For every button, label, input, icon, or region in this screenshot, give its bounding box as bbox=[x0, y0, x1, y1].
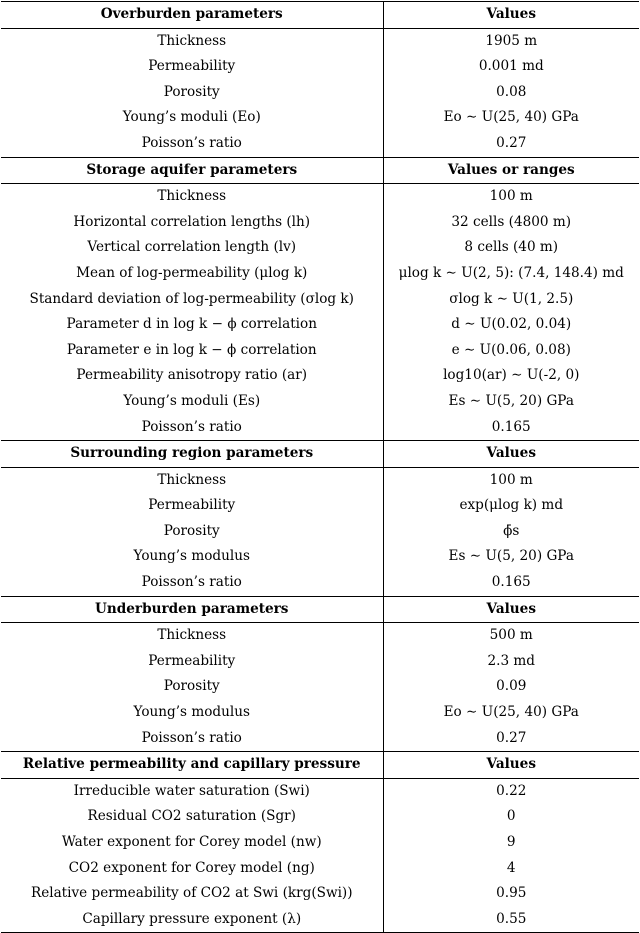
parameter-value: 100 m bbox=[489, 188, 533, 205]
parameter-value: 0.27 bbox=[496, 134, 527, 151]
parameter-name: Water exponent for Corey model (nw) bbox=[1, 830, 383, 856]
table-row bbox=[1, 80, 639, 106]
parameter-value: 2.3 md bbox=[487, 652, 536, 669]
parameter-name: Porosity bbox=[1, 519, 383, 545]
section-values-heading: Values bbox=[383, 596, 639, 623]
table-row bbox=[1, 261, 639, 287]
parameter-name: Poisson’s ratio bbox=[1, 570, 383, 596]
parameter-value: e ∼ U(0.06, 0.08) bbox=[451, 341, 571, 358]
parameter-value: 0.165 bbox=[491, 418, 531, 435]
parameter-value: 100 m bbox=[489, 471, 533, 488]
table-row bbox=[1, 856, 639, 882]
parameter-name: Poisson’s ratio bbox=[1, 726, 383, 752]
parameter-value: σlog k ∼ U(1, 2.5) bbox=[449, 290, 574, 307]
table-row bbox=[1, 415, 639, 441]
parameter-value: 0.22 bbox=[496, 782, 527, 799]
section-header-row bbox=[1, 596, 639, 623]
table-row bbox=[1, 235, 639, 261]
parameter-value: 32 cells (4800 m) bbox=[451, 213, 572, 230]
parameter-name: Vertical correlation length (lv) bbox=[1, 235, 383, 261]
table-row bbox=[1, 54, 639, 80]
table-row bbox=[1, 623, 639, 649]
parameter-name: Young’s modulus bbox=[1, 544, 383, 570]
parameter-name: Mean of log-permeability (μlog k) bbox=[1, 261, 383, 287]
parameter-value: 500 m bbox=[489, 627, 533, 644]
parameter-name: Standard deviation of log-permeability (σlog k) bbox=[1, 287, 383, 313]
table-row bbox=[1, 287, 639, 313]
parameter-name: Poisson’s ratio bbox=[1, 131, 383, 157]
section-values-heading: Values bbox=[383, 752, 639, 779]
parameter-table-body bbox=[1, 2, 639, 933]
parameter-name: Young’s moduli (Es) bbox=[1, 389, 383, 415]
parameter-value: ϕ̄s bbox=[503, 522, 520, 539]
parameter-value: 0.55 bbox=[383, 907, 639, 933]
table-row bbox=[1, 700, 639, 726]
parameter-value: 1905 m bbox=[485, 32, 538, 49]
section-title: Surrounding region parameters bbox=[1, 441, 383, 468]
parameter-value: 4 bbox=[506, 859, 516, 876]
parameter-name: Poisson’s ratio bbox=[1, 415, 383, 441]
table-row bbox=[1, 570, 639, 596]
parameter-value: d ∼ U(0.02, 0.04) bbox=[451, 316, 572, 333]
parameter-name: Parameter d in log k − ϕ correlation bbox=[1, 312, 383, 338]
parameter-name: CO2 exponent for Corey model (ng) bbox=[1, 856, 383, 882]
parameter-name: Permeability bbox=[1, 493, 383, 519]
parameter-name: Permeability bbox=[1, 54, 383, 80]
section-values-heading: Values bbox=[383, 2, 639, 29]
section-header-row bbox=[1, 441, 639, 468]
table-row bbox=[1, 389, 639, 415]
parameter-name: Permeability anisotropy ratio (ar) bbox=[1, 363, 383, 389]
section-title: Overburden parameters bbox=[1, 2, 383, 29]
table-row bbox=[1, 726, 639, 752]
parameter-value: Eo ∼ U(25, 40) GPa bbox=[443, 109, 579, 126]
parameter-value: 0 bbox=[506, 808, 516, 825]
table-row bbox=[1, 804, 639, 830]
section-header-row bbox=[1, 752, 639, 779]
parameter-name: Porosity bbox=[1, 674, 383, 700]
table-row bbox=[1, 467, 639, 493]
parameter-value: Eo ∼ U(25, 40) GPa bbox=[443, 704, 579, 721]
parameter-value: Es ∼ U(5, 20) GPa bbox=[448, 548, 574, 565]
parameter-name: Parameter e in log k − ϕ correlation bbox=[1, 338, 383, 364]
table-row bbox=[1, 674, 639, 700]
parameter-value: 8 cells (40 m) bbox=[464, 239, 559, 256]
table-row bbox=[1, 312, 639, 338]
table-row bbox=[1, 210, 639, 236]
table-row bbox=[1, 881, 639, 907]
parameter-value: Es ∼ U(5, 20) GPa bbox=[448, 392, 574, 409]
table-row bbox=[1, 778, 639, 804]
parameter-name: Residual CO2 saturation (Sgr) bbox=[1, 804, 383, 830]
parameter-value: μlog k ∼ U(2, 5): (7.4, 148.4) md bbox=[398, 264, 624, 281]
section-header-row bbox=[1, 157, 639, 184]
table-row bbox=[1, 363, 639, 389]
section-title: Storage aquifer parameters bbox=[1, 157, 383, 184]
parameter-value: exp(μlog k) md bbox=[459, 497, 564, 514]
section-values-heading: Values bbox=[383, 441, 639, 468]
section-title: Underburden parameters bbox=[1, 596, 383, 623]
parameter-name: Irreducible water saturation (Swi) bbox=[1, 778, 383, 804]
table-row bbox=[1, 105, 639, 131]
table-row bbox=[1, 830, 639, 856]
table-row bbox=[1, 28, 639, 54]
parameter-name: Porosity bbox=[1, 80, 383, 106]
table-row bbox=[1, 493, 639, 519]
table-row bbox=[1, 649, 639, 675]
parameter-value: 0.95 bbox=[496, 885, 527, 902]
parameter-name: Young’s moduli (Eo) bbox=[1, 105, 383, 131]
parameter-name: Thickness bbox=[1, 623, 383, 649]
section-title: Relative permeability and capillary pressure bbox=[1, 752, 383, 779]
parameter-value: 0.09 bbox=[496, 678, 527, 695]
table-row bbox=[1, 184, 639, 210]
table-row bbox=[1, 338, 639, 364]
section-header-row bbox=[1, 2, 639, 29]
parameter-name: Relative permeability of CO2 at Swi (krg(Swi)) bbox=[1, 881, 383, 907]
table-row bbox=[1, 544, 639, 570]
parameter-value: log10(ar) ∼ U(-2, 0) bbox=[443, 367, 580, 384]
parameter-value: 9 bbox=[506, 834, 516, 850]
parameter-name: Thickness bbox=[1, 467, 383, 493]
table-row bbox=[1, 519, 639, 545]
table-row bbox=[1, 131, 639, 157]
parameter-value: 0.165 bbox=[491, 574, 531, 591]
parameter-name: Thickness bbox=[1, 28, 383, 54]
parameter-value: 0.27 bbox=[496, 729, 527, 746]
parameter-name: Permeability bbox=[1, 649, 383, 675]
parameter-table bbox=[1, 1, 639, 933]
parameter-name: Horizontal correlation lengths (lh) bbox=[1, 210, 383, 236]
parameter-value: 0.08 bbox=[496, 83, 527, 100]
parameter-name: Thickness bbox=[1, 184, 383, 210]
section-values-heading: Values or ranges bbox=[383, 157, 639, 184]
parameter-value: 0.001 md bbox=[478, 58, 544, 75]
parameter-name: Young’s modulus bbox=[1, 700, 383, 726]
parameter-name: Capillary pressure exponent (λ) bbox=[1, 907, 383, 933]
